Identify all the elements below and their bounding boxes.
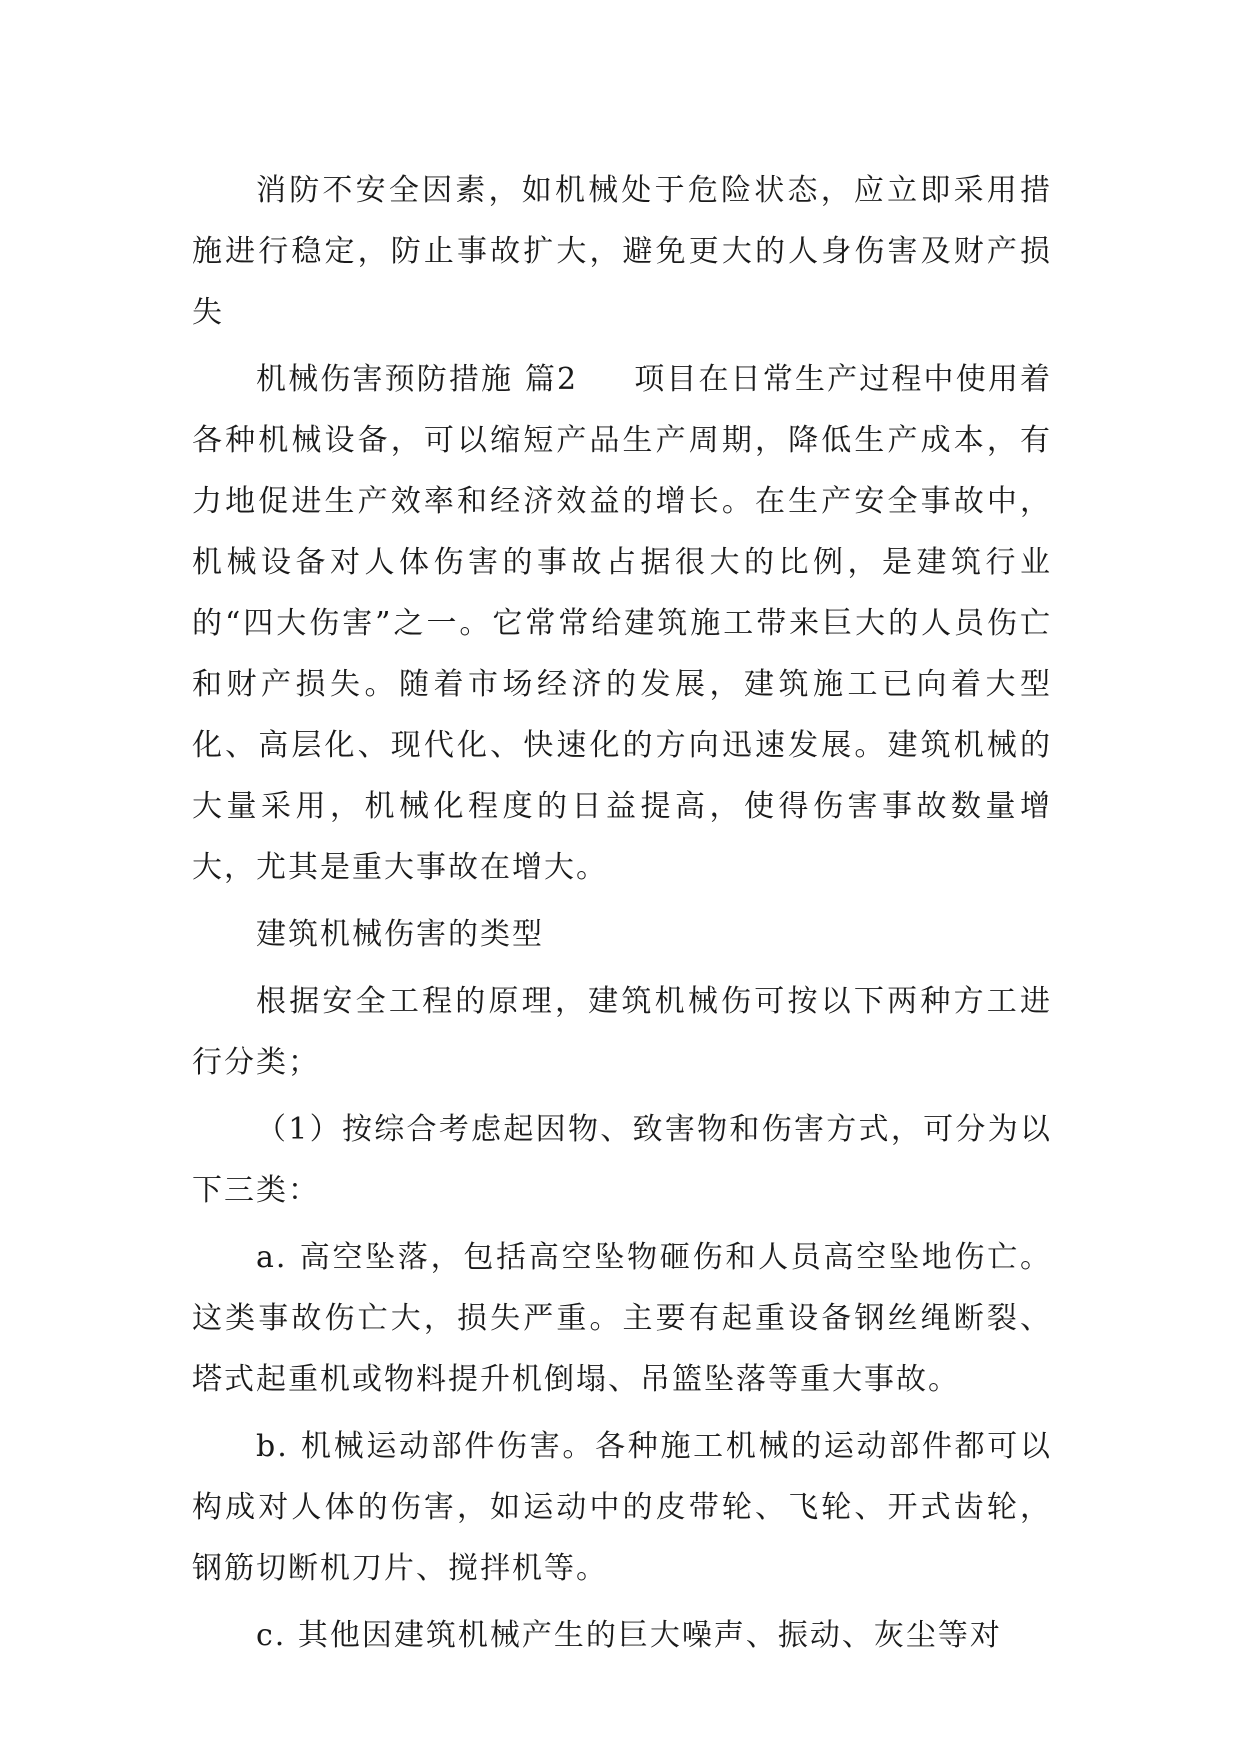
paragraph-text: 建筑机械伤害的类型 [256,917,544,952]
paragraph-text: 根据安全工程的原理，建筑机械伤可按以下两种方工进行分类； [192,984,1052,1080]
paragraph-injury-types-heading [192,904,1052,965]
paragraph-item-c [192,1605,1052,1666]
paragraph-fire-safety [192,160,1052,343]
paragraph-item-1 [192,1099,1052,1221]
paragraph-text: 消防不安全因素，如机械处于危险状态，应立即采用措施进行稳定，防止事故扩大，避免更大的人身伤害及财产损失 [192,173,1052,330]
paragraph-text: c. 其他因建筑机械产生的巨大噪声、振动、灰尘等对 [256,1618,1002,1653]
paragraph-text: 项目在日常生产过程中使用着各种机械设备，可以缩短产品生产周期，降低生产成本，有力地促进生产效率和经济效益的增长。在生产安全事故中，机械设备对人体伤害的事故占据很大的比例，是建筑行业的“四大伤害”之一。它常常给建筑施工带来巨大的人员伤亡和财产损失。随着市场经济的发展，建筑施工已向着大型化、高层化、现代化、快速化的方向迅速发展。建筑机械的大量采用，机械化程度的日益提高，使得伤害事故数量增大，尤其是重大事故在增大。 [192,362,1053,885]
paragraph-text: a. 高空坠落，包括高空坠物砸伤和人员高空坠地伤亡。这类事故伤亡大，损失严重。主要有起重设备钢丝绳断裂、塔式起重机或物料提升机倒塌、吊篮坠落等重大事故。 [192,1240,1052,1397]
paragraph-text: （1）按综合考虑起因物、致害物和伤害方式，可分为以下三类： [192,1112,1052,1208]
document-body [192,160,1052,1666]
section-heading: 机械伤害预防措施 篇2 [256,362,579,397]
paragraph-text: b. 机械运动部件伤害。各种施工机械的运动部件都可以构成对人体的伤害，如运动中的皮带轮、飞轮、开式齿轮，钢筋切断机刀片、搅拌机等。 [192,1429,1052,1586]
paragraph-item-b [192,1416,1052,1599]
paragraph-item-a [192,1227,1052,1410]
paragraph-classification [192,971,1052,1093]
paragraph-section-2-intro [192,349,1052,898]
